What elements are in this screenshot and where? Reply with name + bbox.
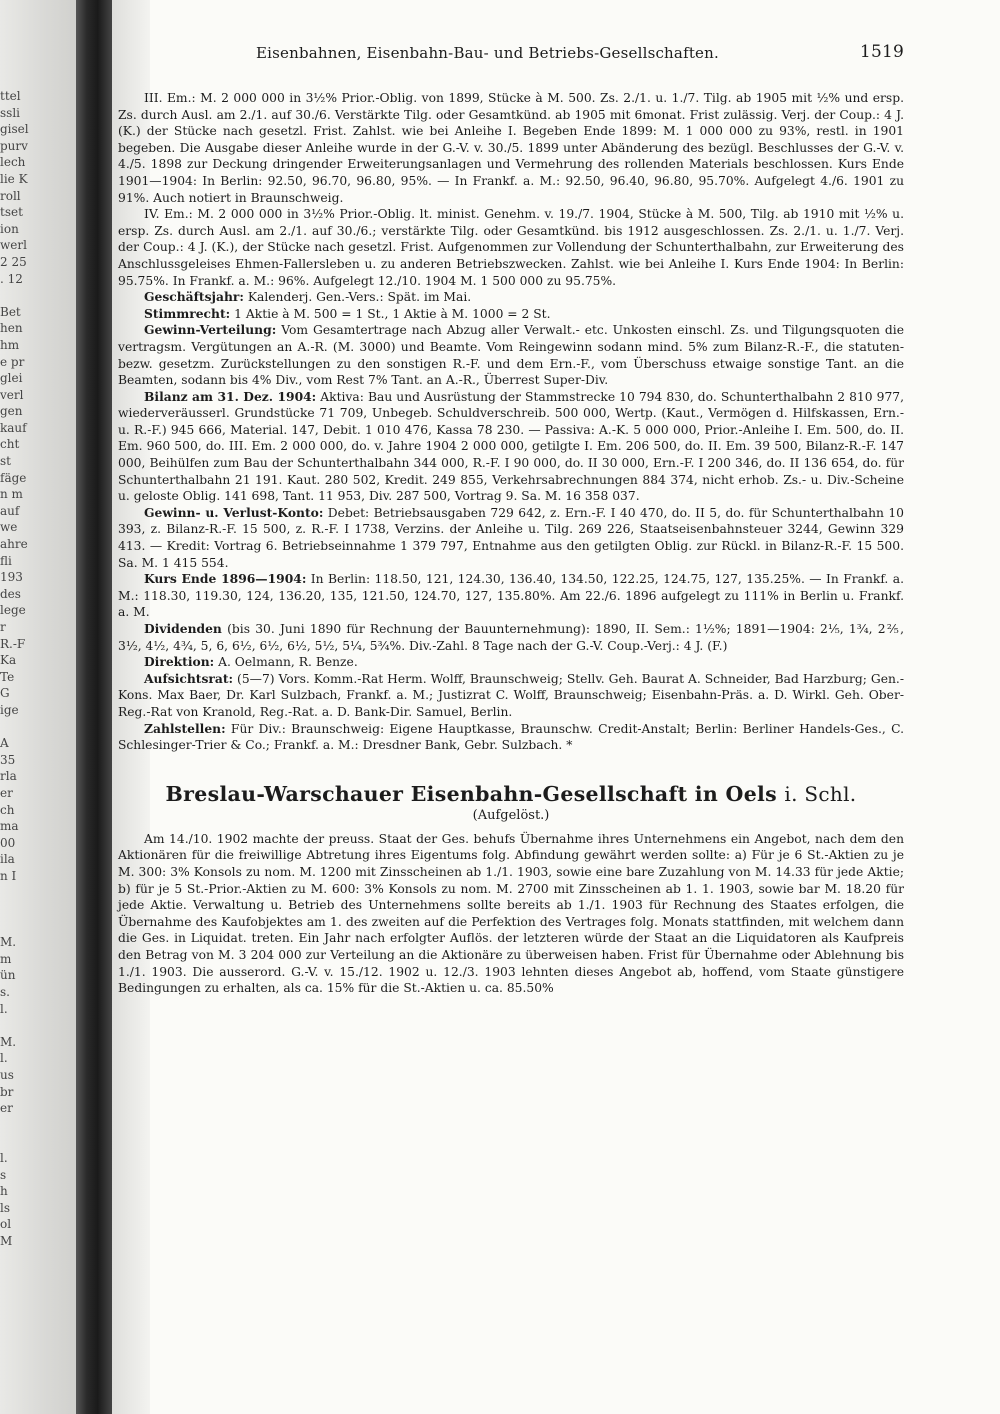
left-fragment-line: . 12: [0, 271, 23, 286]
paragraph-label: Kurs Ende 1896—1904:: [144, 571, 307, 587]
left-fragment-line: werl: [0, 238, 27, 253]
entry-paragraph: [118, 322, 904, 388]
left-fragment-line: ls: [0, 1200, 10, 1215]
entry-paragraph: [118, 389, 904, 505]
paragraph-text: In Berlin: 118.50, 121, 124.30, 136.40, 134.50, 122.25, 124.75, 127, 135.25%. — In Frankf. a. M.: 118.30, 119.30, 124, 136.20, 135, 121.50, 124.70, 127, 135.80%. Am 22./6. 1896 aufgelegt zu 111% in Berlin u. Frankf. a. M.: [118, 572, 905, 620]
left-fragment-line: hen: [0, 321, 23, 336]
entry-paragraph: [118, 306, 904, 323]
left-fragment-line: s: [0, 1167, 7, 1182]
section-body: [118, 831, 904, 997]
left-fragment-line: 2 25: [0, 254, 27, 269]
left-fragment-line: Te: [0, 669, 15, 684]
left-fragment-line: [0, 1133, 70, 1150]
paragraph-label: Aufsichtsrat:: [144, 670, 234, 686]
entry-paragraph: [118, 571, 904, 621]
left-fragment-line: gisel: [0, 122, 29, 137]
left-fragment-line: er: [0, 1101, 13, 1116]
left-fragment-line: lie K: [0, 171, 28, 186]
entry-paragraph: [118, 671, 904, 721]
left-fragment-line: rla: [0, 769, 17, 784]
paragraph-label: Direktion:: [144, 654, 215, 670]
left-fragment-line: verl: [0, 387, 24, 402]
left-fragment-line: hm: [0, 337, 20, 352]
left-fragment-line: fäge: [0, 470, 27, 485]
left-fragment-line: cht: [0, 437, 20, 452]
paragraph-text: Aktiva: Bau und Ausrüstung der Stammstrecke 10 794 830, do. Schunterthalbahn 2 810 977, wiederveräusserl. Grundstücke 71 709, Unbegeb. Schuldverschreib. 500 000, Wertp. (Kaut., Vermögen d. Hilfskassen, Ern.- u. R.-F.) 945 666, Material. 147, Debit. 1 010 476, Kassa 78 230. — Passiva: A.-K. 5 000 000, Prior.-Anleihe I. Em. 500, do. II. Em. 960 500, do. III. Em. 2 000 000, do. v. Jahre 1904 2 000 000, getilgte I. Em. 206 500, do. II. Em. 39 500, Bilanz-R.-F. 147 000, Beihülfen zum Bau der Schunterthalbahn 344 000, R.-F. I 90 000, do. II 30 000, Ern.-F. I 200 346, do. II 136 654, do. für Schunterthalbahn 21 191. Kaut. 280 502, Kredit. 249 855, Verkehrsabrechnungen 884 374, nicht erhob. Zs.- u. Div.-Scheine u. geloste Oblig. 141 698, Tant. 11 953, Div. 287 500, Vortrag 9. Sa. M. 16 358 037.: [118, 389, 905, 504]
left-fragment-line: r: [0, 620, 6, 634]
left-fragment-line: auf: [0, 503, 20, 518]
left-fragment-line: M.: [0, 1034, 17, 1049]
left-fragment-line: [0, 1117, 70, 1134]
left-fragment-line: [0, 287, 70, 304]
paragraph-text: A. Oelmann, R. Benze.: [214, 655, 358, 670]
left-fragment-line: 35: [0, 752, 16, 767]
left-fragment-line: lege: [0, 603, 26, 618]
entry-paragraph: [118, 505, 904, 571]
left-fragment-line: ün: [0, 968, 16, 983]
left-fragment-line: st: [0, 454, 11, 469]
left-fragment-line: m: [0, 951, 12, 966]
page: [118, 40, 904, 997]
left-fragment-line: ol: [0, 1217, 12, 1232]
left-fragment-line: n I: [0, 868, 17, 883]
entry-paragraph: [118, 90, 904, 206]
left-fragment-line: ion: [0, 221, 19, 236]
left-fragment-line: purv: [0, 138, 28, 153]
left-fragment-line: R.-F: [0, 636, 26, 651]
left-fragment-line: we: [0, 520, 18, 535]
paragraph-label: Zahlstellen:: [144, 720, 226, 736]
page-number: 1519: [859, 42, 904, 62]
left-fragment-line: ahre: [0, 537, 28, 552]
paragraph-label: Geschäftsjahr:: [144, 289, 244, 305]
left-fragment-line: Ka: [0, 653, 17, 668]
left-fragment-line: lech: [0, 155, 26, 170]
left-fragment-line: ttel: [0, 89, 21, 103]
section-location: i. Schl.: [784, 781, 857, 806]
paragraph-text: (bis 30. Juni 1890 für Rechnung der Bauunternehmung): 1890, II. Sem.: 1½%; 1891—1904: 2⅕, 1¾, 2⅖, 3½, 4½, 4¾, 5, 6, 6½, 6½, 6½, 5½, 5¼, 5¾%. Div.-Zahl. 8 Tage nach der G.-V. Coup.-Verj.: 4 J. (F.): [118, 622, 904, 653]
left-fragment-line: glei: [0, 371, 23, 386]
left-fragment-line: [0, 1017, 70, 1034]
left-fragment-line: gen: [0, 404, 23, 419]
paragraph-text: Debet: Betriebsausgaben 729 642, z. Ern.-F. I 40 470, do. II 5, do. für Schunterthalbahn 10 393, z. Bilanz-R.-F. 15 500, z. R.-F. I 1738, Verzins. der Anleihe u. Tilg. 269 226, Staatseisenbahnsteuer 3244, Gewinn 329 413. — Kredit: Vortrag 6. Betriebseinnahme 1 379 797, Entnahme aus den getilgten Oblig. zur Rückl. in Bilanz-R.-F. 15 500. Sa. M. 1 415 554.: [118, 505, 904, 570]
paragraph-label: Dividenden: [144, 621, 222, 636]
left-fragment-line: A: [0, 736, 9, 751]
paragraph-text: III. Em.: M. 2 000 000 in 3½% Prior.-Oblig. von 1899, Stücke à M. 500. Zs. 2./1. u. 1./7. Tilg. ab 1905 mit ½% und ersp. Zs. durch Ausl. am 2./1. auf 30./6. Verstärkte Tilg. oder Gesamtkünd. ab 1905 mit 6monat. Frist zulässig. Verj. der Coup.: 4 J. (K.) der Stücke nach gesetzl. Frist. Zahlst. wie bei Anleihe I. Begeben Ende 1899: M. 1 000 000 zu 93%, restl. in 1901 begeben. Die Ausgabe dieser Anleihe wurde in der G.-V. v. 30./5. 1899 unter Abänderung des bezügl. Beschlusses der G.-V. v. 4./5. 1898 zur Deckung dringender Erweiterungsanlagen und Vermehrung des rollenden Materials beschlossen. Kurs Ende 1901—1904: In Berlin: 92.50, 96.70, 96.80, 95%. — In Frankf. a. M.: 92.50, 96.40, 96.80, 95.70%. Aufgelegt 4./6. 1901 zu 91%. Auch notiert in Braunschweig.: [118, 91, 904, 205]
paragraph-text: IV. Em.: M. 2 000 000 in 3½% Prior.-Oblig. lt. minist. Genehm. v. 19./7. 1904, Stücke à M. 500, Tilg. ab 1910 mit ½% u. ersp. Zs. durch Ausl. am 2./1. auf 30./6.; verstärkte Tilg. oder Gesamtkünd. bis 1912 ausgeschlossen. Zs. 2./1. u. 1./7. Verj. der Coup.: 4 J. (K.), der Stücke nach gesetzl. Frist. Aufgenommen zur Vollendung der Schunterthalbahn, zur Erweiterung des Anschlussgeleises Ehmen-Fallersleben u. zu anderen Betriebszwecken. Zahlst. wie bei Anleihe I. Kurs Ende 1904: In Berlin: 95.75%. In Frankf. a. M.: 96%. Aufgelegt 12./10. 1904 M. 1 500 000 zu 95.75%.: [118, 207, 904, 288]
left-fragment-line: ige: [0, 702, 19, 717]
left-fragment-line: l.: [0, 1151, 8, 1165]
paragraph-text: 1 Aktie à M. 500 = 1 St., 1 Aktie à M. 1000 = 2 St.: [230, 306, 551, 321]
section-paragraph: Am 14./10. 1902 machte der preuss. Staat der Ges. behufs Übernahme ihres Unternehmens ein Angebot, nach dem den Aktionären für die freiwillige Abtretung ihres Eigentums folg. Abfindung gewährt werden sollte: a) Für je 6 St.-Aktien zu je M. 300: 3% Konsols zu nom. M. 1200 mit Zinsscheinen ab 1./1. 1903, sowie eine bare Zuzahlung von M. 14.33 für jede Aktie; b) für je 5 St.-Prior.-Aktien zu M. 600: 3% Konsols zu nom. M. 2700 mit Zinsscheinen ab 1. 1. 1903, sowie bar M. 18.20 für jede Aktie. Verwaltung u. Betrieb des Unternehmens sollte bereits ab 1./1. 1903 für Rechnung des Staates erfolgen, die Übernahme des Kaufobjektes am 1. des zweiten auf die Perfektion des Vertrages folg. Monats stattfinden, mit welchem dann die Ges. in Liquidat. treten. Ein Jahr nach erfolgter Auflös. der letzteren würde der Staat an die Liquidatoren als Kaufpreis den Betrag von M. 3 204 000 zur Verteilung an die Aktionäre zu überweisen haben. Frist für Übernahme oder Ablehnung bis 1./1. 1903. Die ausserord. G.-V. v. 15./12. 1902 u. 12./3. 1903 lehnten dieses Angebot ab, hoffend, vom Staate günstigere Bedingungen zu erhalten, als ca. 15% für die St.-Aktien u. ca. 85.50%: [118, 831, 904, 996]
entry-paragraph: [118, 654, 904, 671]
left-fragment-line: ila: [0, 852, 15, 867]
left-fragment-line: l.: [0, 1051, 8, 1066]
paragraph-label: Stimmrecht:: [144, 305, 231, 321]
paragraph-text: Vom Gesamtertrage nach Abzug aller Verwalt.- etc. Unkosten einschl. Zs. und Tilgungsquoten die vertragsm. Vergütungen an A.-R. (M. 3000) und Beamte. Vom Reingewinn sodann mind. 5% zum Bilanz-R.-F., die statuten- bezw. gesetzm. Zurückstellungen zu den sonstigen R.-F. und dem Ern.-F., vom Überschuss etwaige sonstige Tant. an die Beamten, sodann bis 4% Div., vom Rest 7% Tant. an A.-R., Überrest Super-Div.: [118, 323, 904, 388]
left-fragment-line: [0, 901, 70, 918]
left-fragment-line: roll: [0, 188, 21, 203]
section-title: [118, 782, 904, 806]
paragraph-label: Gewinn- u. Verlust-Konto:: [144, 504, 324, 520]
section-title-text: Breslau-Warschauer Eisenbahn-Gesellschaft in Oels: [165, 781, 777, 806]
left-fragment-line: h: [0, 1184, 8, 1199]
left-fragment-line: tset: [0, 205, 23, 220]
left-fragment-line: des: [0, 586, 21, 601]
left-fragment-line: 00: [0, 835, 16, 850]
entry-paragraph: [118, 289, 904, 306]
left-fragment-line: us: [0, 1068, 14, 1083]
left-fragment-line: [0, 719, 70, 736]
left-fragment-line: M.: [0, 935, 17, 950]
running-header: [118, 40, 904, 76]
left-fragment-line: fli: [0, 553, 12, 568]
paragraph-label: Gewinn-Verteilung:: [144, 322, 277, 338]
left-fragment-line: G: [0, 686, 10, 701]
section-subtitle: (Aufgelöst.): [472, 807, 550, 823]
entry-paragraph: [118, 721, 904, 754]
left-fragment-line: l.: [0, 1001, 8, 1016]
left-fragment-line: kauf: [0, 420, 27, 435]
left-fragment-line: ch: [0, 802, 15, 817]
left-fragment-line: 193: [0, 570, 23, 585]
header-title: Eisenbahnen, Eisenbahn-Bau- und Betriebs-Gesellschaften.: [256, 44, 719, 62]
left-fragment-line: [0, 918, 70, 935]
left-fragment-line: br: [0, 1084, 14, 1099]
left-fragment-line: Bet: [0, 304, 21, 319]
left-page-fragment: [0, 88, 70, 1250]
left-fragment-line: er: [0, 785, 13, 800]
book-binding: [76, 0, 112, 1414]
left-fragment-line: [0, 885, 70, 902]
paragraph-label: Bilanz am 31. Dez. 1904:: [144, 388, 317, 404]
paragraph-text: Kalenderj. Gen.-Vers.: Spät. im Mai.: [243, 290, 472, 305]
left-fragment-line: ssli: [0, 105, 20, 120]
entry-paragraph: [118, 206, 904, 289]
left-fragment-line: n m: [0, 487, 23, 502]
entry-paragraph: [118, 621, 904, 654]
left-fragment-line: ma: [0, 819, 19, 834]
left-fragment-line: e pr: [0, 354, 25, 369]
left-fragment-line: s.: [0, 985, 10, 1000]
company-entry: [118, 90, 904, 754]
paragraph-text: Für Div.: Braunschweig: Eigene Hauptkasse, Braunschw. Credit-Anstalt; Berlin: Berliner Handels-Ges., C. Schlesinger-Trier & Co.; Frankf. a. M.: Dresdner Bank, Gebr. Sulzbach. *: [118, 721, 904, 753]
paragraph-text: (5—7) Vors. Komm.-Rat Herm. Wolff, Braunschweig; Stellv. Geh. Baurat A. Schneider, Bad Harzburg; Gen.-Kons. Max Baer, Dr. Karl Sulzbach, Frankf. a. M.; Justizrat C. Wolff, Braunschweig; Eisenbahn-Präs. a. D. Wirkl. Geh. Ober-Reg.-Rat von Kranold, Reg.-Rat. a. D. Bank-Dir. Samuel, Berlin.: [118, 671, 904, 719]
left-fragment-line: M: [0, 1233, 13, 1248]
